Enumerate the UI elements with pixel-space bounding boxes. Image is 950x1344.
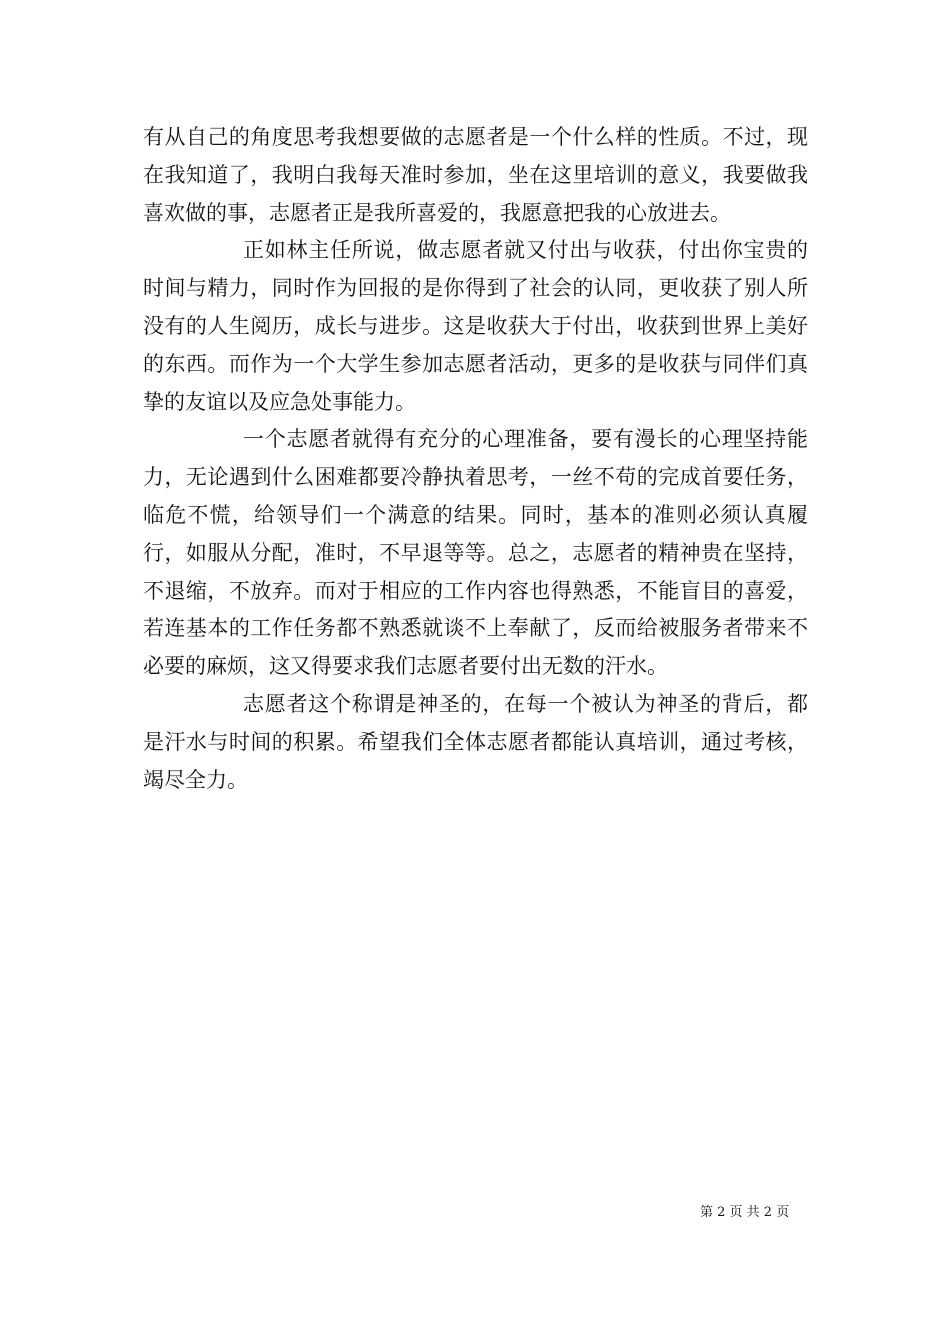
page-number-footer: 第 2 页 共 2 页 [700, 1205, 790, 1220]
paragraph-2: 正如林主任所说，做志愿者就又付出与收获，付出你宝贵的时间与精力，同时作为回报的是你得到了社会的认同，更收获了别人所没有的人生阅历，成长与进步。这是收获大于付出，收获到世界上美好的东西。而作为一个大学生参加志愿者活动，更多的是收获与同伴们真挚的友谊以及应急处事能力。 [143, 238, 808, 414]
paragraph-1: 有从自己的角度思考我想要做的志愿者是一个什么样的性质。不过，现在我知道了，我明白我每天准时参加，坐在这里培训的意义，我要做我喜欢做的事，志愿者正是我所喜爱的，我愿意把我的心放进去。 [143, 125, 808, 225]
paragraph-3: 一个志愿者就得有充分的心理准备，要有漫长的心理坚持能力，无论遇到什么困难都要冷静执着思考，一丝不苟的完成首要任务，临危不慌，给领导们一个满意的结果。同时，基本的准则必须认真履行，如服从分配，准时，不早退等等。总之，志愿者的精神贵在坚持，不退缩，不放弃。而对于相应的工作内容也得熟悉，不能盲目的喜爱，若连基本的工作任务都不熟悉就谈不上奉献了，反而给被服务者带来不必要的麻烦，这又得要求我们志愿者要付出无数的汗水。 [143, 427, 808, 679]
paragraph-4: 志愿者这个称谓是神圣的，在每一个被认为神圣的背后，都是汗水与时间的积累。希望我们全体志愿者都能认真培训，通过考核，竭尽全力。 [143, 691, 808, 792]
document-body [143, 119, 808, 799]
